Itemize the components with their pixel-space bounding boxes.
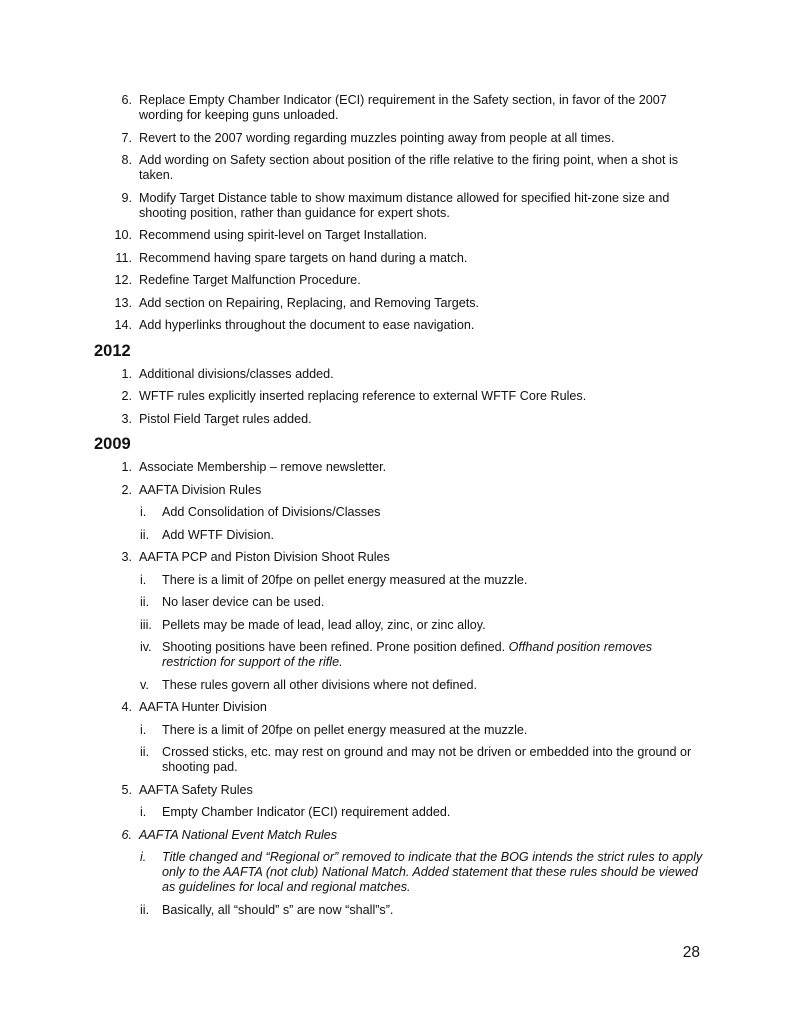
list-item: 12. Redefine Target Malfunction Procedure. [114, 273, 361, 287]
section-heading-2012: 2012 [94, 341, 131, 360]
list-item: 2. WFTF rules explicitly inserted replacing reference to external WFTF Core Rules. [121, 389, 587, 403]
sub-list-item: i. Title changed and “Regional or” removed to indicate that the BOG intends the strict rules to apply only to the AAFTA (not club) National Match. Added statement that these rules should be viewed as guidelines for local and regional matches. [140, 850, 703, 894]
list-item: 5. AAFTA Safety Rules [121, 782, 253, 797]
list-item: 3. Pistol Field Target rules added. [121, 411, 312, 426]
revision-list-2009 [94, 460, 704, 918]
list-item: 13. Add section on Repairing, Replacing, and Removing Targets. [114, 295, 479, 310]
list-item: 1. Additional divisions/classes added. [121, 366, 334, 381]
sub-list-item: ii. Crossed sticks, etc. may rest on ground and may not be driven or embedded into the ground or shooting pad. [140, 745, 692, 774]
sub-list-item: i. There is a limit of 20fpe on pellet energy measured at the muzzle. [140, 722, 528, 737]
page-number: 28 [682, 944, 700, 961]
italic-note: Offhand position removes restriction for support of the rifle. [162, 640, 653, 669]
section-heading-2009: 2009 [94, 435, 131, 453]
sub-list-item: i. Add Consolidation of Divisions/Classes [140, 505, 381, 519]
sub-list-item: iv. Shooting positions have been refined. Prone position defined. Offhand position removes restriction for support of the rifle. [94, 640, 704, 670]
list-item: 2. AAFTA Division Rules [121, 482, 262, 497]
list-item: 14. Add hyperlinks throughout the document to ease navigation. [114, 318, 475, 332]
sub-list-item: i. There is a limit of 20fpe on pellet energy measured at the muzzle. [140, 572, 528, 587]
list-item: 7. Revert to the 2007 wording regarding muzzles pointing away from people at all times. [121, 130, 615, 145]
list-item: 11. Recommend having spare targets on hand during a match. [115, 250, 468, 265]
revision-history [94, 93, 704, 925]
list-item: 6. Replace Empty Chamber Indicator (ECI) requirement in the Safety section, in favor of the 2007 wording for keeping guns unloaded. [121, 93, 667, 122]
list-item: 4. AAFTA Hunter Division [121, 700, 267, 714]
revision-list-2012 [94, 367, 704, 427]
sub-list-item-text: Shooting positions have been refined. Prone position defined. Offhand position removes restriction for support of the rifle. [162, 640, 653, 669]
sub-list-item: iii. Pellets may be made of lead, lead alloy, zinc, or zinc alloy. [140, 617, 486, 632]
list-item: 6. AAFTA National Event Match Rules [121, 827, 338, 842]
list-item: 3. AAFTA PCP and Piston Division Shoot Rules [121, 550, 390, 564]
sub-list-item: ii. Basically, all “should” s” are now “shall”s”. [140, 902, 394, 917]
sub-list-item: ii. No laser device can be used. [140, 595, 325, 609]
list-item: 8. Add wording on Safety section about position of the rifle relative to the firing point, when a shot is taken. [121, 153, 679, 182]
list-item: 10. Recommend using spirit-level on Target Installation. [114, 228, 428, 242]
sub-list-item: v. These rules govern all other divisions where not defined. [140, 677, 478, 692]
sub-list-item: ii. Add WFTF Division. [140, 527, 274, 542]
sub-list-item: i. Empty Chamber Indicator (ECI) requirement added. [140, 805, 451, 819]
list-item: 9. Modify Target Distance table to show maximum distance allowed for specified hit-zone size and shooting position, rather than guidance for expert shots. [121, 190, 670, 220]
revision-list-continued [94, 93, 704, 333]
list-item: 1. Associate Membership – remove newsletter. [121, 460, 387, 474]
